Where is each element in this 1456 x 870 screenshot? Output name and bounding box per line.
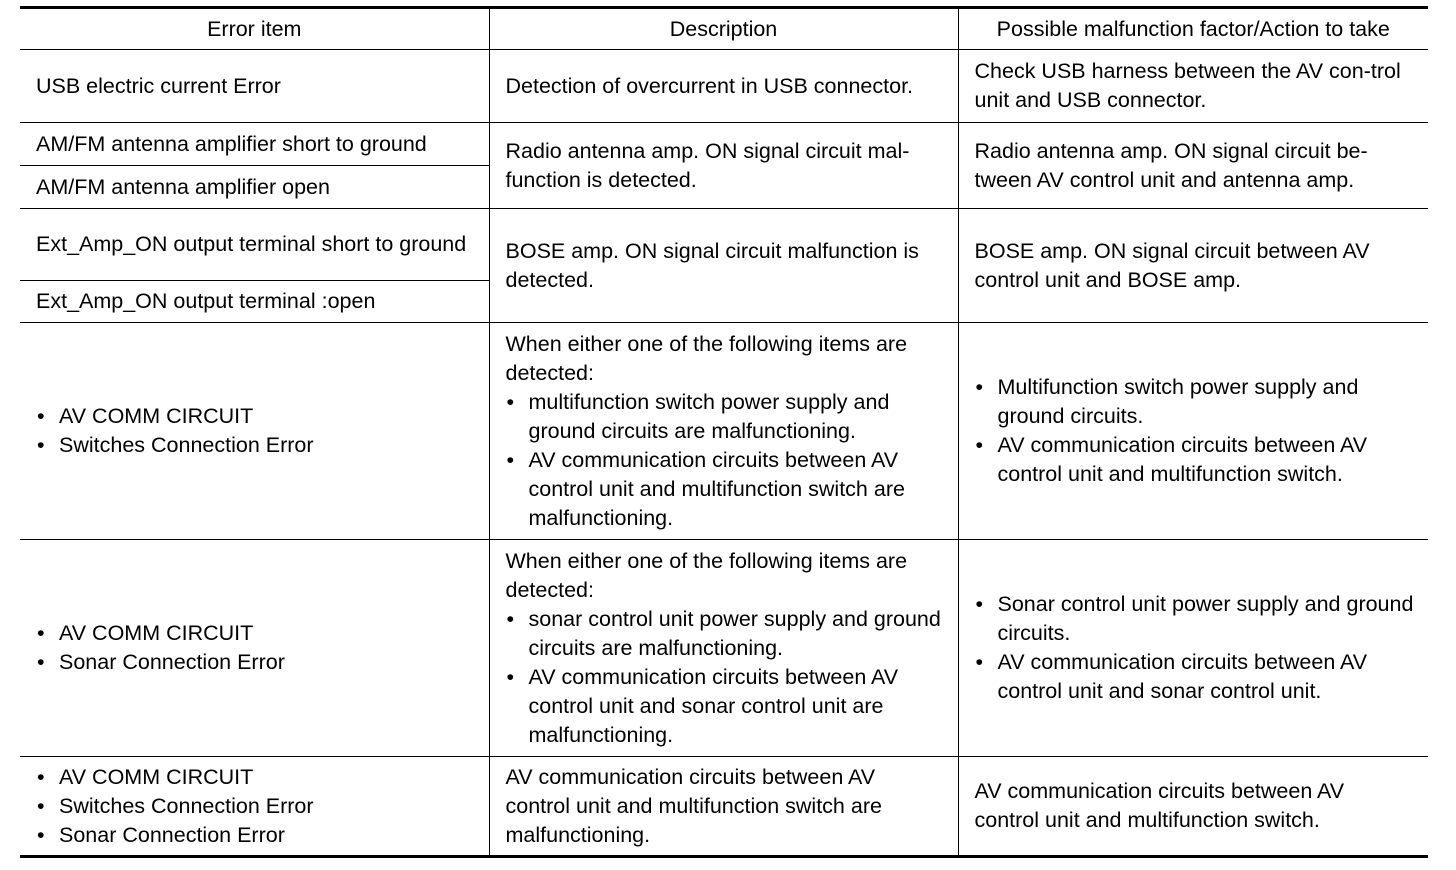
error-item-cell: Ext_Amp_ON output terminal short to ground [20, 209, 489, 281]
description-intro: When either one of the following items are detected: [505, 331, 908, 385]
table-row [20, 50, 1428, 123]
list-item: • AV communication circuits between AV control unit and multifunction switch are malfunctioning. [506, 446, 944, 533]
action-cell: AV communication circuits between AV control unit and multifunction switch. [958, 757, 1428, 857]
list-item: • AV communication circuits between AV control unit and multifunction switch. [975, 431, 1415, 489]
list-item: • AV COMM CIRCUIT [36, 619, 475, 648]
list-item: • Sonar control unit power supply and ground circuits. [975, 590, 1415, 648]
list-item: • AV communication circuits between AV control unit and sonar control unit are malfunctioning. [506, 663, 944, 750]
list-item: • sonar control unit power supply and ground circuits are malfunctioning. [506, 605, 944, 663]
list-item: • Switches Connection Error [36, 431, 475, 460]
table-row [20, 757, 1428, 857]
description-cell: BOSE amp. ON signal circuit malfunction is detected. [489, 209, 958, 323]
error-item-cell: AM/FM antenna amplifier short to ground [20, 123, 489, 166]
error-item-list [36, 619, 475, 677]
action-cell [958, 323, 1428, 540]
error-item-cell: AM/FM antenna amplifier open [20, 166, 489, 209]
action-list [975, 373, 1415, 489]
description-intro: When either one of the following items are detected: [505, 548, 908, 602]
list-item: • AV COMM CIRCUIT [36, 763, 475, 792]
table-header-row [20, 8, 1428, 50]
error-item-list [36, 402, 475, 460]
error-item-cell [20, 757, 489, 857]
error-item-list [36, 763, 475, 850]
action-cell: BOSE amp. ON signal circuit between AV control unit and BOSE amp. [958, 209, 1428, 323]
list-item: • AV COMM CIRCUIT [36, 402, 475, 431]
list-item: • multifunction switch power supply and ground circuits are malfunctioning. [506, 388, 944, 446]
action-cell: Radio antenna amp. ON signal circuit be-tween AV control unit and antenna amp. [958, 123, 1428, 209]
description-cell [489, 540, 958, 757]
description-list [506, 605, 944, 750]
error-item-cell: USB electric current Error [20, 50, 489, 123]
error-item-cell [20, 323, 489, 540]
description-cell: Radio antenna amp. ON signal circuit mal-function is detected. [489, 123, 958, 209]
list-item: • Multifunction switch power supply and ground circuits. [975, 373, 1415, 431]
description-cell: Detection of overcurrent in USB connector. [489, 50, 958, 123]
header-action: Possible malfunction factor/Action to take [958, 8, 1428, 50]
description-cell: AV communication circuits between AV control unit and multifunction switch are malfunctioning. [489, 757, 958, 857]
header-error-item: Error item [20, 8, 489, 50]
action-cell [958, 540, 1428, 757]
table-row [20, 209, 1428, 281]
error-item-cell: Ext_Amp_ON output terminal :open [20, 281, 489, 323]
table-row [20, 323, 1428, 540]
header-description: Description [489, 8, 958, 50]
action-list [975, 590, 1415, 706]
list-item: • Sonar Connection Error [36, 821, 475, 850]
description-list [506, 388, 944, 533]
action-cell: Check USB harness between the AV con-trol unit and USB connector. [958, 50, 1428, 123]
description-cell [489, 323, 958, 540]
error-item-table [20, 6, 1428, 858]
list-item: • Sonar Connection Error [36, 648, 475, 677]
table-row [20, 123, 1428, 166]
error-table-page [20, 6, 1428, 858]
list-item: • AV communication circuits between AV control unit and sonar control unit. [975, 648, 1415, 706]
table-row [20, 540, 1428, 757]
list-item: • Switches Connection Error [36, 792, 475, 821]
error-item-cell [20, 540, 489, 757]
